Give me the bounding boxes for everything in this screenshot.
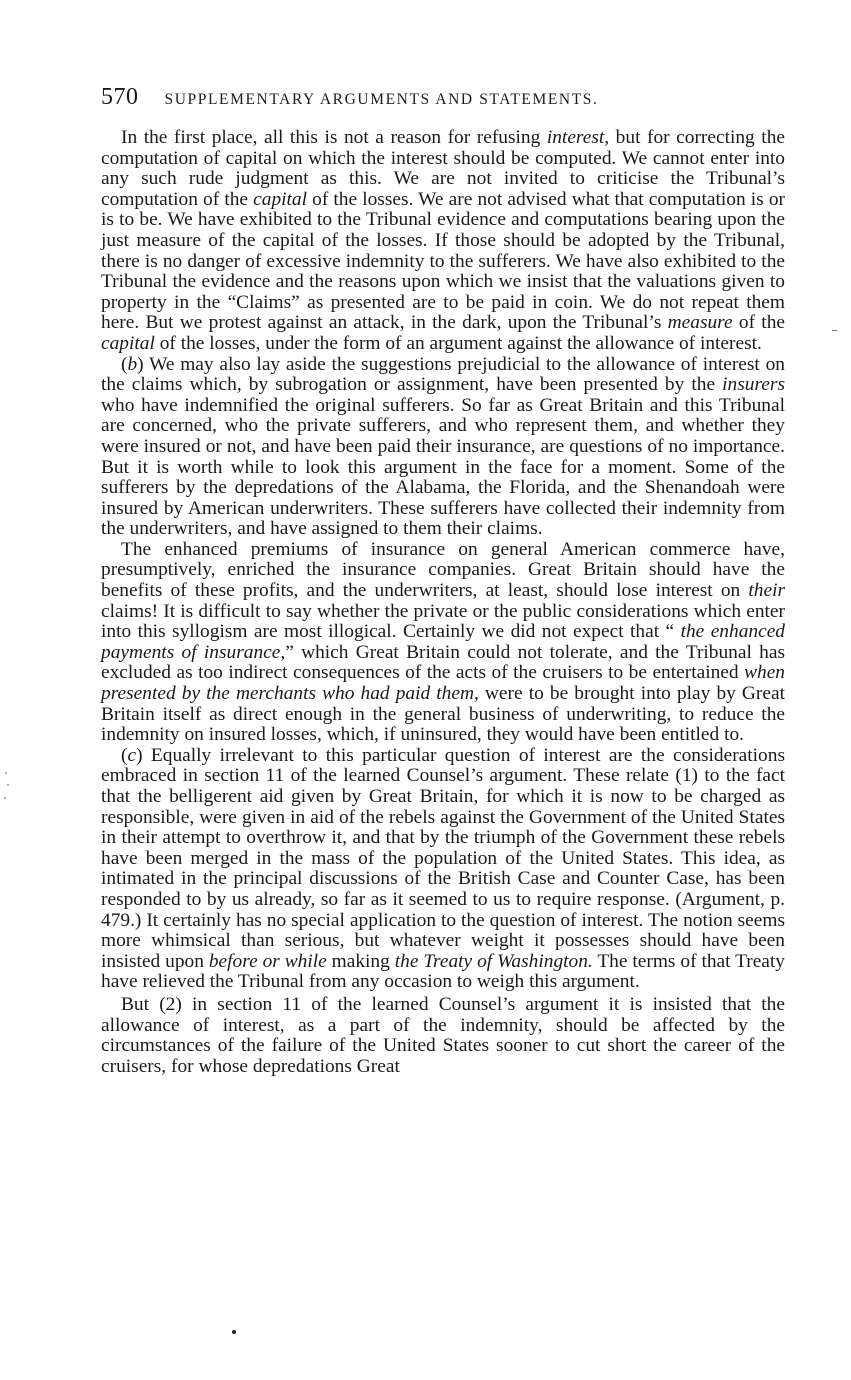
paragraph <box>101 540 785 746</box>
text-run: of the <box>732 312 785 334</box>
text-run: The enhanced premiums of insurance on general American commerce have, presumptively, enriched the insurance companies. Great Britain should have the benefits of these profits, and the underwriters, at least, should lose interest on <box>101 538 785 602</box>
paragraph <box>101 355 785 540</box>
stray-ink-dot <box>232 1330 236 1334</box>
body-text <box>101 128 785 1077</box>
text-run: were to be brought into play by Great Britain itself as direct enough in the general business of underwriting, to reduce the indemnity on insured losses, which, if uninsured, they would have been entitled to. <box>101 683 785 746</box>
margin-specks <box>3 770 11 810</box>
italic-text: b <box>127 353 138 375</box>
running-title: SUPPLEMENTARY ARGUMENTS AND STATEMENTS. <box>164 91 599 108</box>
italic-text: the Treaty of Washington. <box>394 950 593 972</box>
text-run: of the losses. We are not advised what that computation is or is to be. We have exhibited to the Tribunal evidence and computations bearing upon the just measure of the capital of the losses. If those should be adopted by the Tribunal, there is no danger of excessive indemnity to the sufferers. We have also exhibited to the Tribunal the evidence and the reasons upon which we insist that the valuations given to property in the “Claims” as presented are to be paid in coin. We do not repeat them here. But we protest against an attack, in the dark, upon the Tribunal’s <box>101 188 785 334</box>
text-run: ) We may also lay aside the suggestions prejudicial to the allowance of interest on the claims which, by subrogation or assignment, have been presented by the <box>101 353 785 396</box>
text-run: ” which Great Britain could not tolerate, and the Tribunal has excluded as too indirect consequences of the acts of the cruisers to be entertained <box>101 641 785 684</box>
text-run: ( <box>121 744 128 766</box>
running-head <box>101 84 781 114</box>
italic-text: the enhanced payments of insurance, <box>101 621 785 663</box>
italic-text: before or while <box>208 950 327 972</box>
text-run: The terms of that Treaty have relieved the Tribunal from any occasion to weigh this argument. <box>101 950 785 993</box>
text-run: claims! It is difficult to say whether the private or the public considerations which enter into this syllogism are most illogical. Certainly we did not expect that “ <box>101 600 785 643</box>
italic-text: c <box>127 744 137 766</box>
italic-text: capital <box>253 188 308 210</box>
italic-text: insurers <box>722 374 785 396</box>
paragraph <box>101 128 785 355</box>
italic-text: their <box>748 580 785 602</box>
text-run: But (2) in section 11 of the learned Counsel’s argument it is insisted that the allowance of interest, as a part of the indemnity, should be affected by the circumstances of the failure of the United States sooner to cut short the career of the cruisers, for whose depredations Great <box>101 993 785 1077</box>
page-number: 570 <box>101 84 139 110</box>
italic-text: measure <box>667 312 733 334</box>
text-run: ( <box>121 353 128 375</box>
italic-text: when presented by the merchants who had paid them, <box>101 662 785 705</box>
text-run: making <box>326 950 395 972</box>
text-run: who have indemnified the original sufferers. So far as Great Britain and this Tribunal are concerned, who the private sufferers, and who represent them, and whether they were insured or not, and have been paid their insurance, are questions of no importance. But it is worth while to look this argument in the face for a moment. Some of the sufferers by the depredations of the Alabama, the Florida, and the Shenandoah were insured by American underwriters. These sufferers have collected their indemnity from the underwriters, and have assigned to them their claims. <box>101 394 785 540</box>
italic-text: interest, <box>546 127 610 148</box>
text-run: of the losses, under the form of an argument against the allowance of interest. <box>154 332 762 354</box>
text-run: ) Equally irrelevant to this particular question of interest are the considerations embraced in section 11 of the learned Counsel’s argument. These relate (1) to the fact that the belligerent aid given by Great Britain, for which it is now to be charged as responsible, were given in aid of the rebels against the Government of the United States in their attempt to overthrow it, and that by the triumph of the Government these rebels have been merged in the mass of the population of the United States. This idea, as intimated in the principal discussions of the British Case and Counter Case, has been responded to by us already, so far as it seemed to us to require response. (Argument, p. 479.) It certainly has no special application to the question of interest. The notion seems more whimsical than serious, but whatever weight it possesses should have been insisted upon <box>101 744 785 972</box>
text-run: but for correcting the computation of capital on which the interest should be computed. We cannot enter into any such rude judgment as this. We are not invited to criticise the Tribunal’s computation of the <box>101 127 785 210</box>
italic-text: capital <box>101 332 155 354</box>
margin-mark <box>832 330 837 331</box>
paragraph <box>101 746 785 993</box>
text-run: In the first place, all this is not a reason for refusing <box>121 127 547 148</box>
paragraph <box>101 995 785 1077</box>
